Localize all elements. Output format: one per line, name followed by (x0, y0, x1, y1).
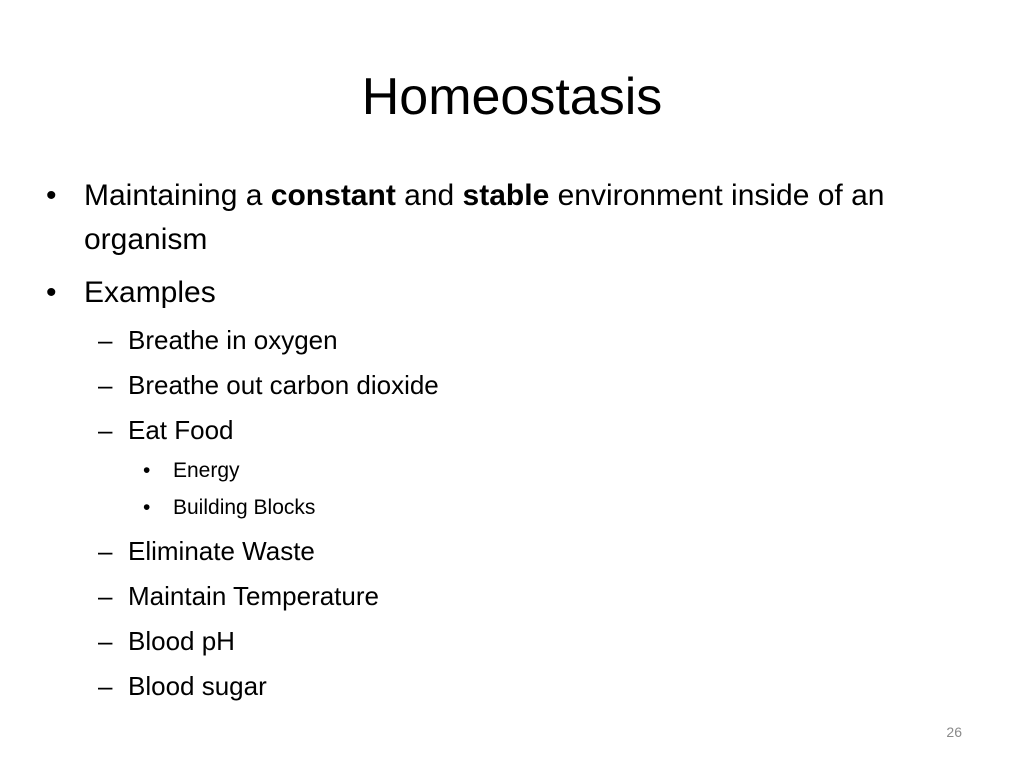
dash-marker: – (98, 370, 113, 400)
bullet-examples (46, 271, 1004, 315)
dash-marker: – (98, 581, 113, 611)
dash-marker: – (98, 536, 113, 566)
bullet-definition (46, 174, 1004, 262)
definition-bold-constant: constant (270, 179, 396, 212)
slide-title: Homeostasis (361, 68, 663, 126)
sub-example-item (143, 457, 240, 485)
sub-example-item (143, 494, 316, 522)
definition-bold-stable: stable (462, 179, 550, 212)
dash-marker: – (98, 415, 113, 445)
dash-marker: – (98, 671, 113, 701)
bullet-marker: • (46, 179, 57, 212)
definition-text-2: and (395, 179, 463, 212)
example-item (98, 413, 234, 447)
example-text: Maintain Temperature (128, 581, 379, 611)
page-number: 26 (946, 724, 962, 740)
example-item (98, 534, 315, 568)
sub-example-text: Energy (173, 459, 240, 482)
example-item (98, 323, 338, 357)
example-text: Blood pH (128, 626, 235, 656)
dash-marker: – (98, 325, 113, 355)
example-text: Breathe out carbon dioxide (128, 370, 439, 400)
bullet-marker: • (143, 496, 151, 519)
bullet-marker: • (143, 459, 151, 482)
definition-text-3: environment inside of an organism (84, 179, 885, 256)
example-text: Eliminate Waste (128, 536, 315, 566)
example-item (98, 624, 235, 658)
example-item (98, 579, 379, 613)
example-item (98, 368, 439, 402)
examples-label: Examples (84, 276, 216, 309)
bullet-marker: • (46, 276, 57, 309)
dash-marker: – (98, 626, 113, 656)
example-text: Blood sugar (128, 671, 267, 701)
sub-example-text: Building Blocks (173, 496, 316, 519)
example-item (98, 669, 267, 703)
example-text: Eat Food (128, 415, 234, 445)
example-text: Breathe in oxygen (128, 325, 338, 355)
definition-text-1: Maintaining a (84, 179, 271, 212)
